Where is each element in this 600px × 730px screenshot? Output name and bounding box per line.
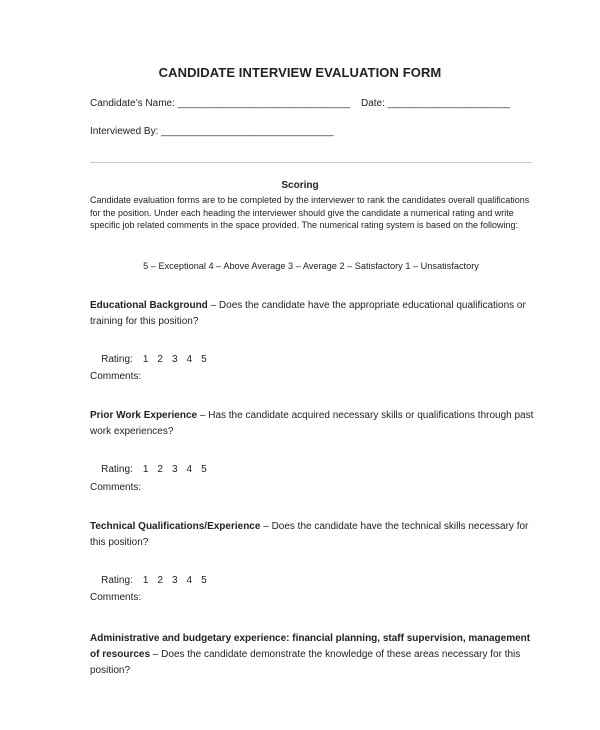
interviewed-by-row [90,126,334,137]
rating-label: Rating: [101,464,133,475]
question-text: Does the candidate have the appropriate educational qualifications or training for this position? [90,300,526,327]
date-label: Date: [361,98,385,109]
rating-label: Rating: [101,354,133,365]
rating-option-2[interactable]: 2 [157,354,163,365]
section-divider [90,162,532,163]
rating-option-5[interactable]: 5 [201,575,207,586]
question-dash: – [197,410,209,421]
question-heading: Educational Background [90,300,208,311]
rating-option-4[interactable]: 4 [186,354,193,365]
question-dash: – [260,521,272,532]
rating-option-3[interactable]: 3 [171,575,178,586]
comments-label[interactable]: Comments: [90,592,142,603]
rating-option-1[interactable]: 1 [142,354,149,365]
rating-option-4[interactable]: 4 [186,575,193,586]
question-heading: Technical Qualifications/Experience [90,521,261,532]
date-blank[interactable]: ______________________ [387,98,511,109]
rating-option-1[interactable]: 1 [142,575,149,586]
rating-option-4[interactable]: 4 [186,464,193,475]
scoring-heading: Scoring [281,180,319,191]
question-administrative-budgetary [90,631,540,679]
question-text: Has the candidate acquired necessary skills or qualifications through past work experiences? [90,410,534,437]
candidate-name-row [90,98,350,109]
rating-option-1[interactable]: 1 [142,464,149,475]
rating-scale: 5 – Exceptional 4 – Above Average 3 – Average 2 – Satisfactory 1 – Unsatisfactory [143,261,479,271]
question-technical-qualifications [90,519,540,551]
question-dash: – [150,649,162,660]
question-dash: – [207,300,219,311]
question-prior-work-experience [90,408,540,440]
rating-option-3[interactable]: 3 [171,354,178,365]
form-title: CANDIDATE INTERVIEW EVALUATION FORM [158,65,442,80]
question-text: Does the candidate demonstrate the knowledge of these areas necessary for this position? [90,649,521,676]
date-row [361,98,510,109]
interviewed-by-blank[interactable]: _______________________________ [161,126,334,137]
scoring-description: Candidate evaluation forms are to be completed by the interviewer to rank the candidates overall qualifications for the position. Under each heading the interviewer should give the candidate a numerical rating and write specific job related comments in the space provided. The numerical rating system is based on the following: [90,195,530,230]
question-text: Does the candidate have the technical skills necessary for this position? [90,521,529,548]
question-educational-background [90,298,540,330]
rating-label: Rating: [101,575,133,586]
question-heading: Administrative and budgetary experience: financial planning, staff supervision, management of resources [90,633,531,660]
question-heading: Prior Work Experience [90,410,198,421]
rating-option-5[interactable]: 5 [201,464,207,475]
comments-label[interactable]: Comments: [90,371,142,382]
rating-option-2[interactable]: 2 [157,575,163,586]
candidate-name-label: Candidate’s Name: [90,98,175,109]
rating-option-5[interactable]: 5 [201,354,207,365]
interviewed-by-label: Interviewed By: [90,126,159,137]
rating-option-2[interactable]: 2 [157,464,163,475]
candidate-name-blank[interactable]: _______________________________ [177,98,351,109]
rating-option-3[interactable]: 3 [171,464,178,475]
comments-label[interactable]: Comments: [90,482,142,493]
